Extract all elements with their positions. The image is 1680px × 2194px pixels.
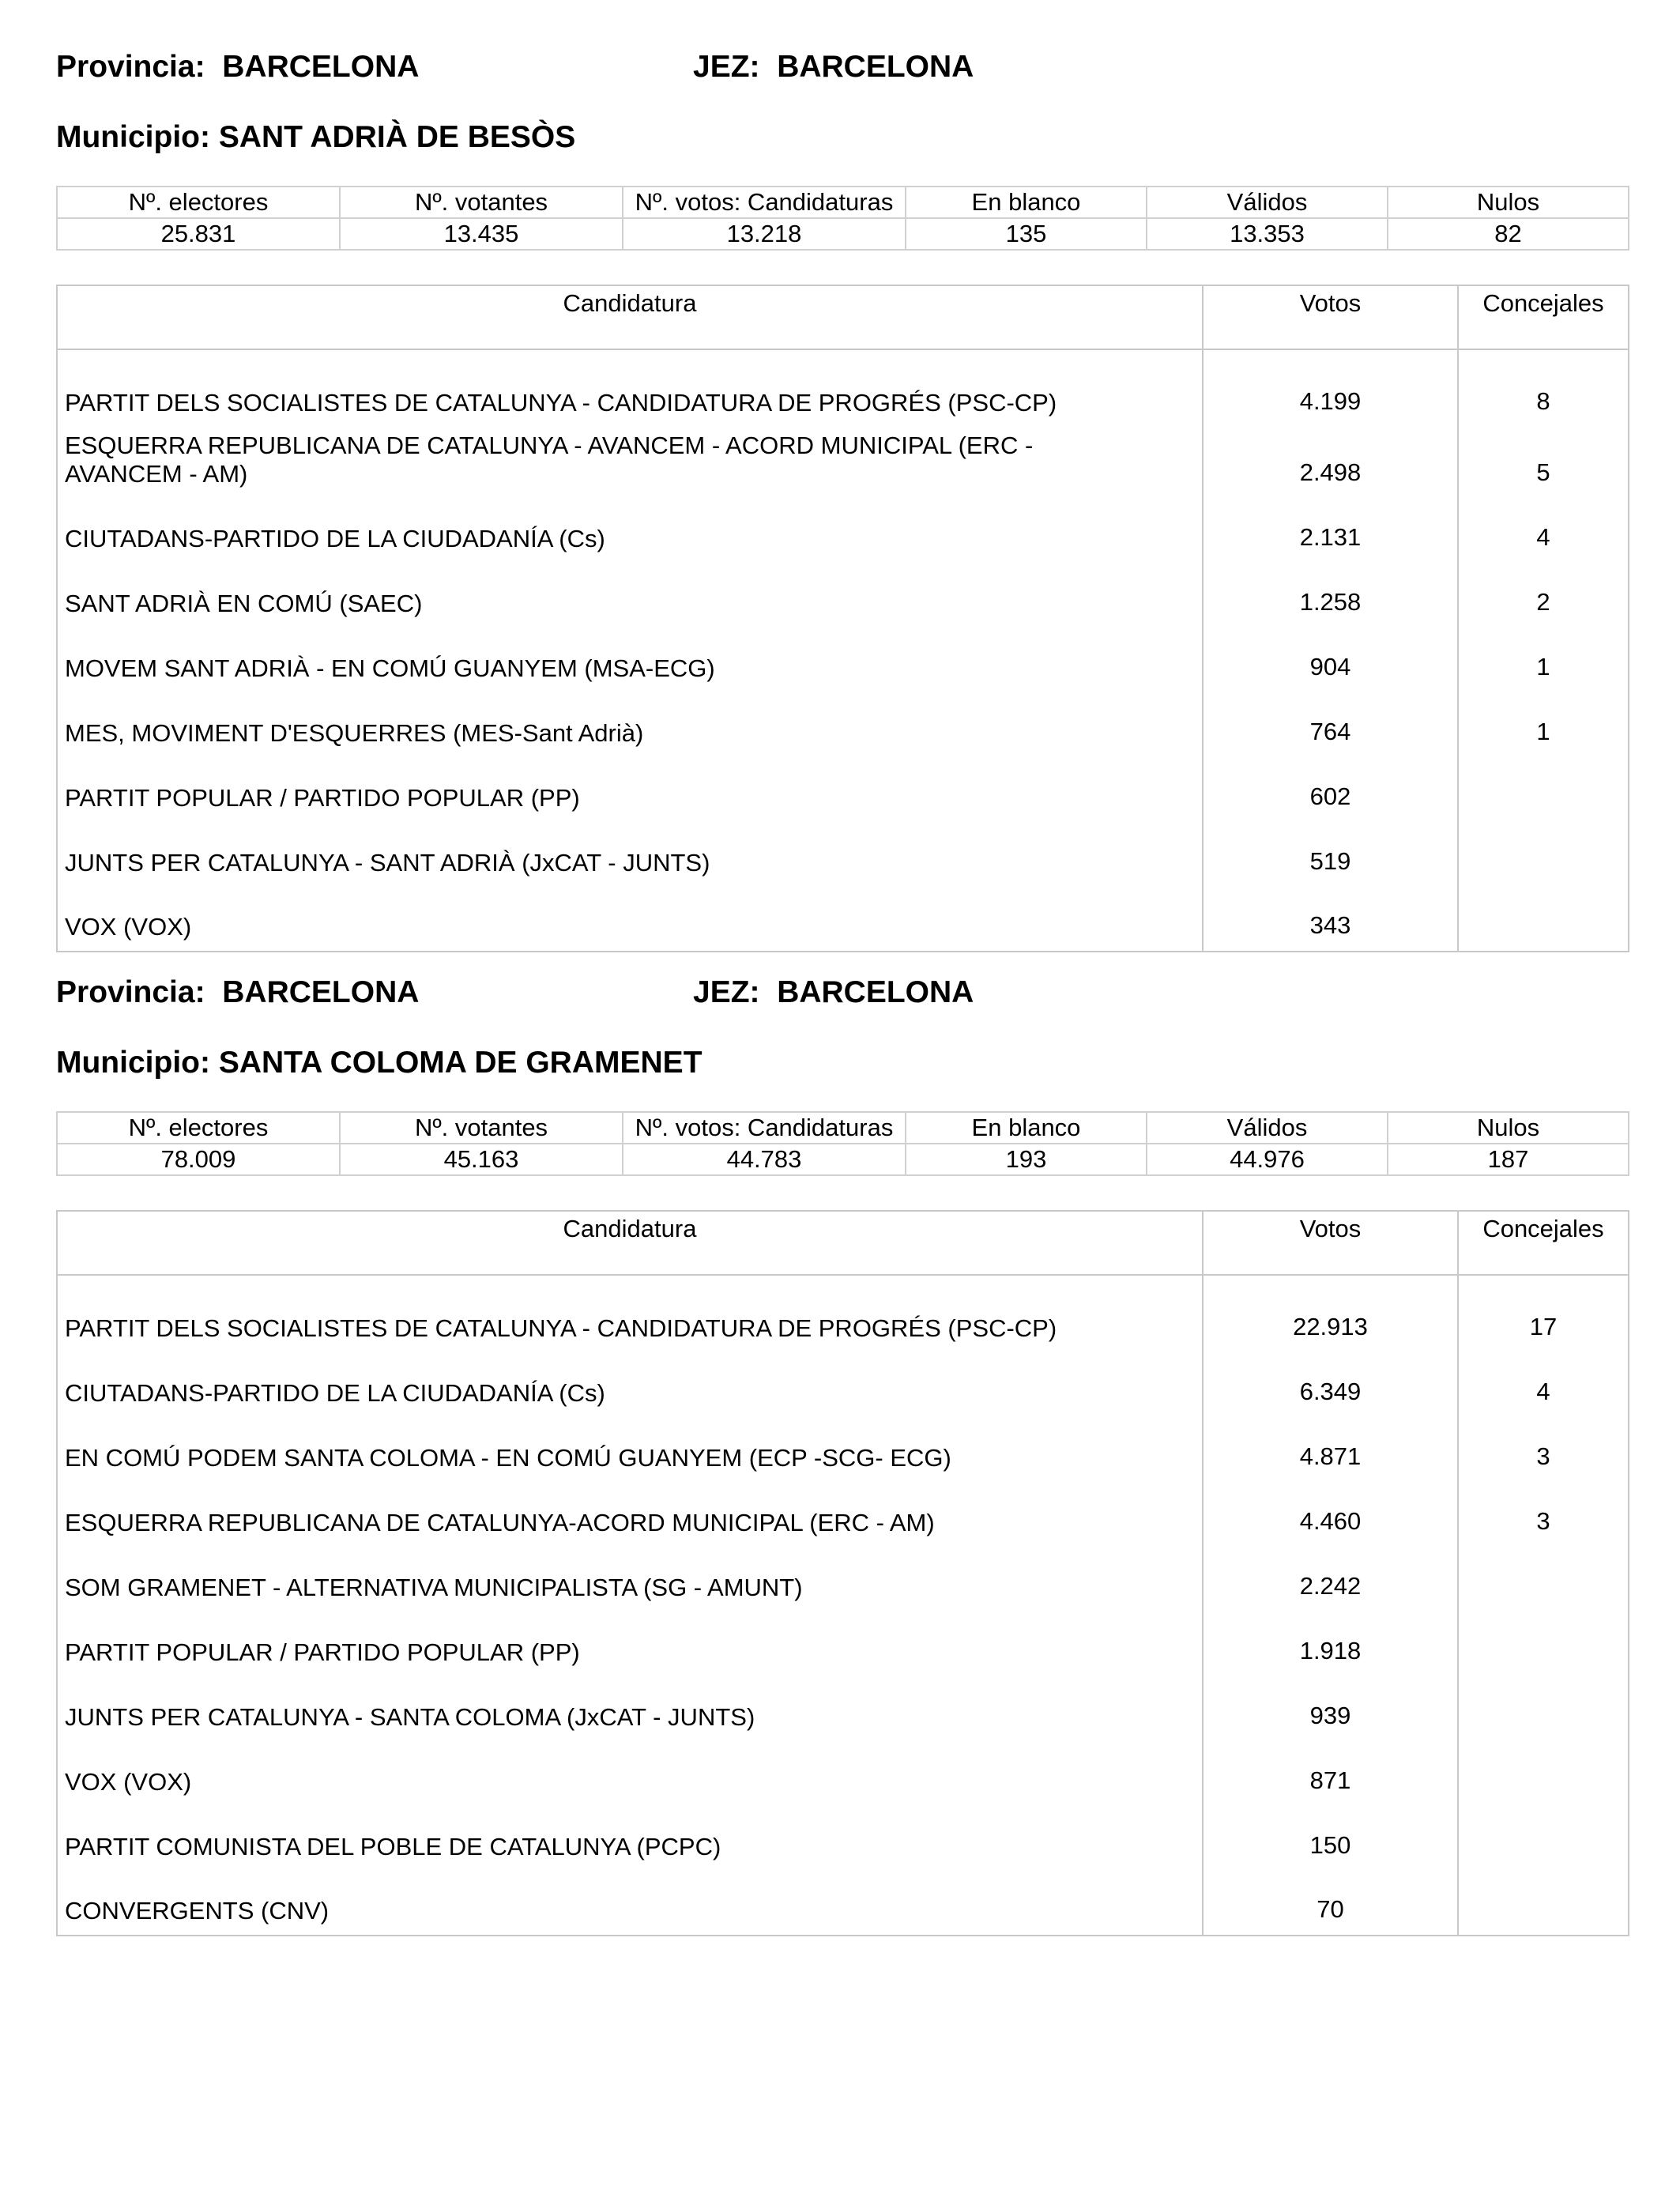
votos-value: 764	[1203, 692, 1458, 757]
votos-value: 1.258	[1203, 563, 1458, 628]
votos-value: 904	[1203, 628, 1458, 692]
concejales-value	[1458, 1871, 1629, 1936]
votos-value: 871	[1203, 1741, 1458, 1806]
jez-heading	[693, 50, 974, 85]
table-row	[57, 1612, 1629, 1676]
concejales-value: 2	[1458, 563, 1629, 628]
candidatura-name: PARTIT DELS SOCIALISTES DE CATALUNYA - CANDIDATURA DE PROGRÉS (PSC-CP)	[65, 389, 1057, 417]
concejales-value: 4	[1458, 1352, 1629, 1417]
stats-value: 44.976	[1147, 1144, 1388, 1175]
stats-header-row	[57, 1112, 1629, 1144]
concejales-value	[1458, 757, 1629, 822]
provincia-label: Provincia:	[56, 975, 205, 1009]
provincia-heading	[56, 50, 419, 85]
table-row	[57, 349, 1629, 427]
concejales-value: 3	[1458, 1482, 1629, 1547]
votos-value: 1.918	[1203, 1612, 1458, 1676]
concejales-value	[1458, 1676, 1629, 1741]
stats-value: 44.783	[623, 1144, 906, 1175]
concejales-value: 17	[1458, 1275, 1629, 1352]
stats-value: 135	[906, 218, 1147, 250]
candidatura-name: CIUTADANS-PARTIDO DE LA CIUDADANÍA (Cs)	[65, 1379, 605, 1407]
concejales-value	[1458, 1741, 1629, 1806]
municipio-heading	[56, 120, 575, 155]
col-header-concejales: Concejales	[1458, 285, 1629, 349]
candidatura-name: PARTIT COMUNISTA DEL POBLE DE CATALUNYA (PCPC)	[65, 1833, 721, 1860]
concejales-value: 1	[1458, 692, 1629, 757]
jez-heading	[693, 975, 974, 1010]
votos-value: 150	[1203, 1806, 1458, 1871]
candidatura-name: PARTIT DELS SOCIALISTES DE CATALUNYA - CANDIDATURA DE PROGRÉS (PSC-CP)	[65, 1314, 1057, 1342]
concejales-value	[1458, 1806, 1629, 1871]
candidatura-name: ESQUERRA REPUBLICANA DE CATALUNYA - AVANCEM - ACORD MUNICIPAL (ERC - AVANCEM - AM)	[65, 432, 1034, 488]
summary-stats-table	[56, 1111, 1629, 1176]
stats-header: Nulos	[1388, 1112, 1629, 1144]
candidatura-name: SANT ADRIÀ EN COMÚ (SAEC)	[65, 590, 423, 617]
concejales-value: 3	[1458, 1417, 1629, 1482]
stats-header: Nº. electores	[57, 187, 340, 218]
provincia-label: Provincia:	[56, 50, 205, 84]
candidatura-name: VOX (VOX)	[65, 1768, 192, 1796]
table-row	[57, 1871, 1629, 1936]
stats-header: Nº. votos: Candidaturas	[623, 1112, 906, 1144]
col-header-candidatura: Candidatura	[57, 285, 1203, 349]
table-row	[57, 1275, 1629, 1352]
results-table	[56, 1210, 1629, 1936]
stats-header-row	[57, 187, 1629, 218]
stats-header: Nulos	[1388, 187, 1629, 218]
candidatura-name: MOVEM SANT ADRIÀ - EN COMÚ GUANYEM (MSA-ECG)	[65, 654, 715, 682]
stats-header: Nº. votos: Candidaturas	[623, 187, 906, 218]
stats-header: Nº. votantes	[340, 1112, 623, 1144]
municipio-label: Municipio:	[56, 1046, 210, 1080]
stats-value: 45.163	[340, 1144, 623, 1175]
concejales-value	[1458, 887, 1629, 952]
candidatura-name: JUNTS PER CATALUNYA - SANTA COLOMA (JxCAT - JUNTS)	[65, 1703, 755, 1731]
votos-value: 519	[1203, 822, 1458, 887]
municipio-value: SANTA COLOMA DE GRAMENET	[218, 1046, 703, 1080]
table-row	[57, 1676, 1629, 1741]
provincia-heading	[56, 975, 419, 1010]
col-header-concejales: Concejales	[1458, 1211, 1629, 1275]
stats-value: 78.009	[57, 1144, 340, 1175]
summary-stats-table	[56, 186, 1629, 251]
votos-value: 2.242	[1203, 1547, 1458, 1612]
concejales-value	[1458, 1612, 1629, 1676]
table-row	[57, 1482, 1629, 1547]
stats-header: Nº. electores	[57, 1112, 340, 1144]
concejales-value: 1	[1458, 628, 1629, 692]
candidatura-name: PARTIT POPULAR / PARTIDO POPULAR (PP)	[65, 784, 580, 812]
table-row	[57, 1417, 1629, 1482]
table-row	[57, 1547, 1629, 1612]
table-row	[57, 887, 1629, 952]
concejales-value	[1458, 1547, 1629, 1612]
results-header-row	[57, 285, 1629, 349]
votos-value: 2.498	[1203, 427, 1458, 498]
table-row	[57, 498, 1629, 563]
col-header-votos: Votos	[1203, 1211, 1458, 1275]
stats-value: 82	[1388, 218, 1629, 250]
votos-value: 70	[1203, 1871, 1458, 1936]
candidatura-name: SOM GRAMENET - ALTERNATIVA MUNICIPALISTA (SG - AMUNT)	[65, 1574, 803, 1601]
provincia-value: BARCELONA	[222, 975, 420, 1009]
stats-value-row	[57, 218, 1629, 250]
votos-value: 4.199	[1203, 349, 1458, 427]
votos-value: 602	[1203, 757, 1458, 822]
stats-header: Válidos	[1147, 1112, 1388, 1144]
candidatura-name: ESQUERRA REPUBLICANA DE CATALUNYA-ACORD MUNICIPAL (ERC - AM)	[65, 1509, 935, 1536]
votos-value: 2.131	[1203, 498, 1458, 563]
jez-label: JEZ:	[693, 50, 760, 84]
stats-header: En blanco	[906, 187, 1147, 218]
stats-value-row	[57, 1144, 1629, 1175]
table-row	[57, 1741, 1629, 1806]
stats-header: En blanco	[906, 1112, 1147, 1144]
table-row	[57, 822, 1629, 887]
concejales-value: 5	[1458, 427, 1629, 498]
candidatura-name: CONVERGENTS (CNV)	[65, 1897, 330, 1924]
concejales-value: 8	[1458, 349, 1629, 427]
stats-value: 25.831	[57, 218, 340, 250]
votos-value: 6.349	[1203, 1352, 1458, 1417]
stats-value: 187	[1388, 1144, 1629, 1175]
jez-label: JEZ:	[693, 975, 760, 1009]
candidatura-name: MES, MOVIMENT D'ESQUERRES (MES-Sant Adrià)	[65, 719, 644, 747]
candidatura-name: JUNTS PER CATALUNYA - SANT ADRIÀ (JxCAT - JUNTS)	[65, 849, 710, 876]
municipio-heading	[56, 1046, 703, 1080]
jez-value: BARCELONA	[777, 975, 974, 1009]
col-header-candidatura: Candidatura	[57, 1211, 1203, 1275]
provincia-value: BARCELONA	[222, 50, 420, 84]
votos-value: 4.871	[1203, 1417, 1458, 1482]
stats-value: 13.435	[340, 218, 623, 250]
candidatura-name: CIUTADANS-PARTIDO DE LA CIUDADANÍA (Cs)	[65, 525, 605, 552]
results-header-row	[57, 1211, 1629, 1275]
concejales-value	[1458, 822, 1629, 887]
candidatura-name: EN COMÚ PODEM SANTA COLOMA - EN COMÚ GUANYEM (ECP -SCG- ECG)	[65, 1444, 951, 1472]
concejales-value: 4	[1458, 498, 1629, 563]
candidatura-name: VOX (VOX)	[65, 913, 192, 941]
table-row	[57, 563, 1629, 628]
table-row	[57, 427, 1629, 498]
table-row	[57, 1352, 1629, 1417]
col-header-votos: Votos	[1203, 285, 1458, 349]
votos-value: 939	[1203, 1676, 1458, 1741]
stats-header: Nº. votantes	[340, 187, 623, 218]
votos-value: 343	[1203, 887, 1458, 952]
results-table	[56, 285, 1629, 952]
candidatura-name: PARTIT POPULAR / PARTIDO POPULAR (PP)	[65, 1638, 580, 1666]
votos-value: 4.460	[1203, 1482, 1458, 1547]
stats-header: Válidos	[1147, 187, 1388, 218]
table-row	[57, 1806, 1629, 1871]
table-row	[57, 628, 1629, 692]
jez-value: BARCELONA	[777, 50, 974, 84]
municipio-value: SANT ADRIÀ DE BESÒS	[218, 120, 576, 154]
municipio-label: Municipio:	[56, 120, 210, 154]
votos-value: 22.913	[1203, 1275, 1458, 1352]
stats-value: 193	[906, 1144, 1147, 1175]
table-row	[57, 692, 1629, 757]
stats-value: 13.353	[1147, 218, 1388, 250]
stats-value: 13.218	[623, 218, 906, 250]
table-row	[57, 757, 1629, 822]
